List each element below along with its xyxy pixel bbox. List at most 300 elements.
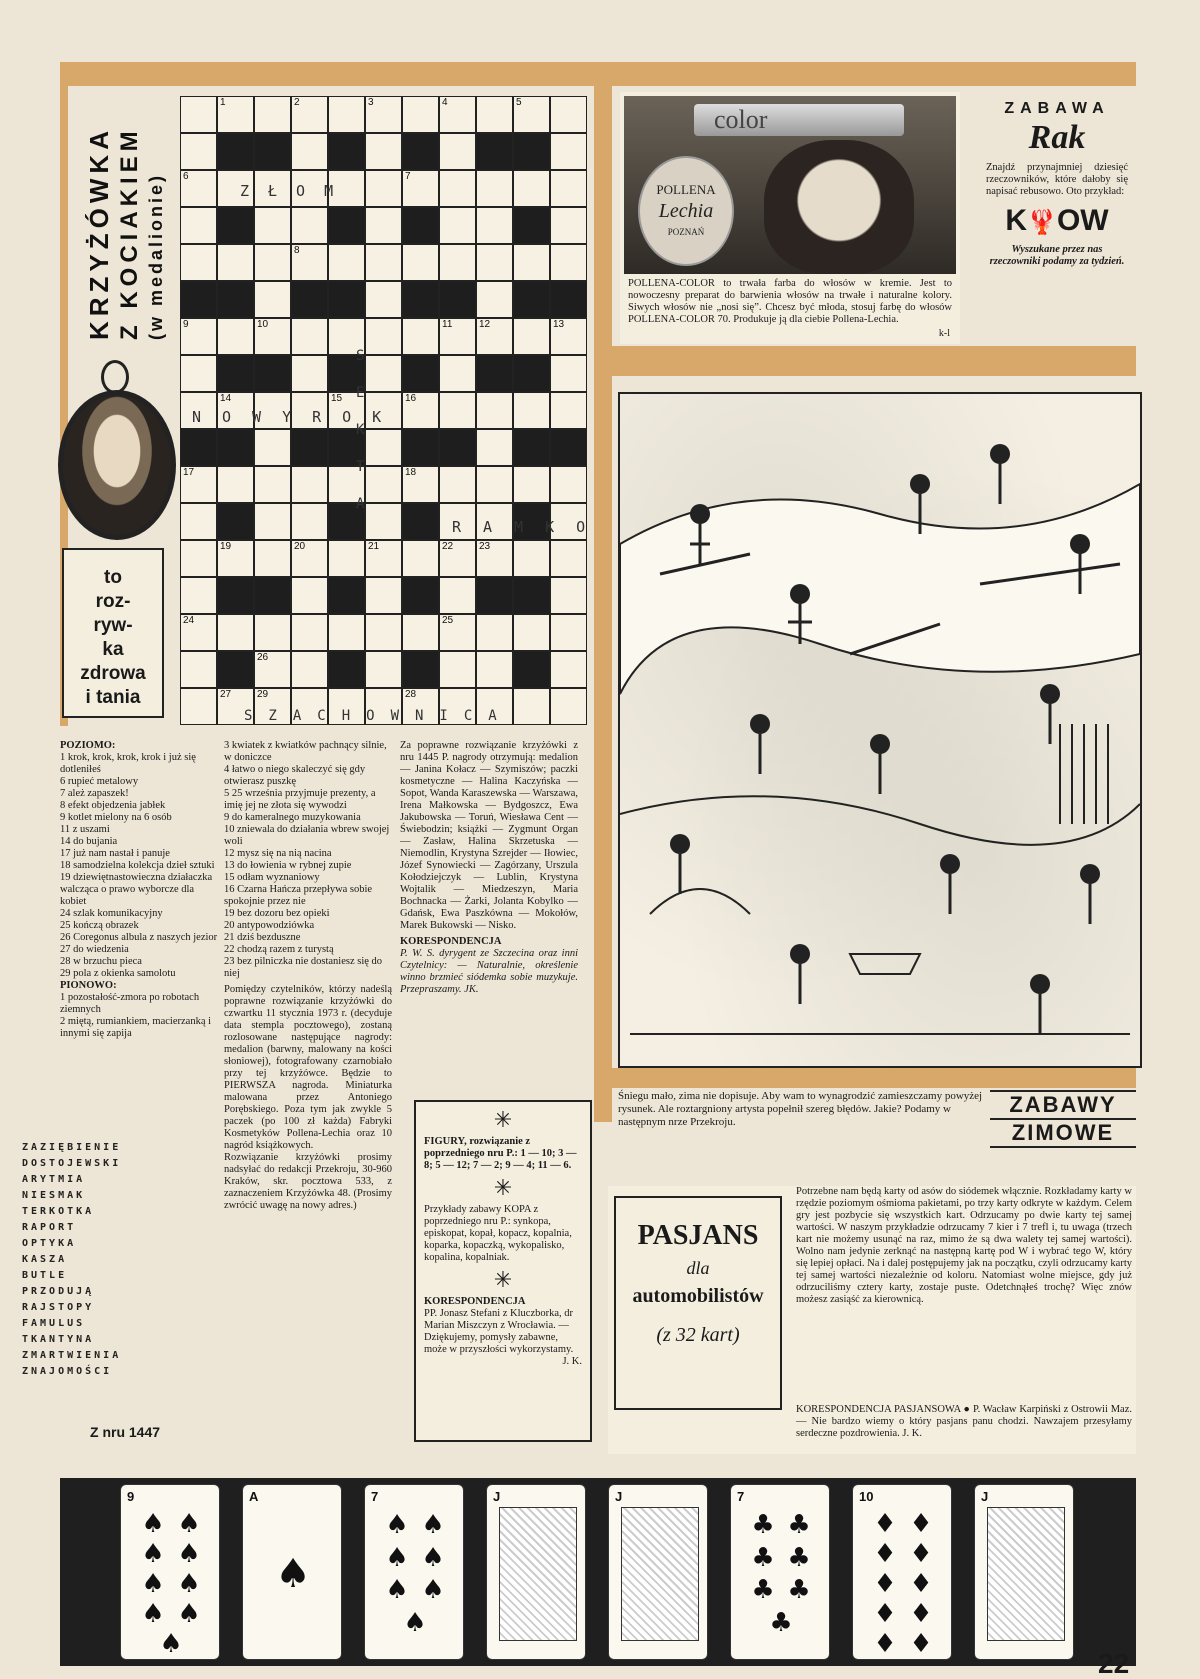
crossword-cell[interactable] xyxy=(550,688,587,725)
ad-code: k-l xyxy=(938,328,950,339)
crossword-cell[interactable] xyxy=(291,503,328,540)
cards-container xyxy=(60,1478,1136,1666)
crossword-number: 20 xyxy=(294,541,306,552)
playing-card xyxy=(974,1484,1074,1660)
clue-item: 10 zniewala do działania wbrew swojej woli xyxy=(224,824,390,847)
prev-grid-row: ARYTMIA xyxy=(22,1174,86,1185)
crossword-cell[interactable] xyxy=(402,244,439,281)
clue-item: 29 pola z okienka samolotu xyxy=(60,968,176,979)
playing-card xyxy=(120,1484,220,1660)
crossword-number: 14 xyxy=(220,393,232,404)
mid-corr-text: PP. Jonasz Stefani z Kluczborka, dr Marian Miszczyn z Wrocławia. — Dziękujemy, pomysły zabawne, może w przyszłości wykorzystamy. xyxy=(424,1308,574,1355)
clue-item: 27 do wiedzenia xyxy=(60,944,129,955)
clue-item: 17 już nam nastał i panuje xyxy=(60,848,170,859)
crossword-cell[interactable] xyxy=(365,318,402,355)
pollena-logo xyxy=(638,156,734,266)
crossword-black-cell xyxy=(328,577,365,614)
crossword-black-cell xyxy=(402,651,439,688)
kopa-text: Przykłady zabawy KOPA z poprzedniego nru P.: synkopa, episkopat, kopał, kopacz, kopalnia, koparka, kopaczką, wykopalisko, kopalina, kopalniak. xyxy=(424,1204,572,1263)
slogan-line: ka xyxy=(102,639,124,660)
crossword-cell[interactable] xyxy=(439,170,476,207)
crossword-cell[interactable] xyxy=(254,281,291,318)
crossword-cell[interactable] xyxy=(439,355,476,392)
pasjans-sub3: (z 32 kart) xyxy=(656,1324,740,1346)
crossword-cell[interactable] xyxy=(550,466,587,503)
clues-col-1 xyxy=(60,740,220,1040)
crossword-cell[interactable] xyxy=(439,392,476,429)
title-line3: (w medalionie) xyxy=(146,172,166,340)
crossword-cell[interactable] xyxy=(550,355,587,392)
title-line2: Z KOCIAKIEM xyxy=(116,126,143,340)
mid-column-box xyxy=(414,1100,592,1442)
playing-card xyxy=(730,1484,830,1660)
crossword-cell[interactable] xyxy=(254,429,291,466)
crossword-cell[interactable] xyxy=(365,466,402,503)
crossword-number: 4 xyxy=(442,97,448,108)
crossword-number: 9 xyxy=(183,319,189,330)
zabawy-title2: ZIMOWE xyxy=(990,1120,1136,1148)
pionowo-list-b xyxy=(224,740,392,980)
results-text: Pomiędzy czytelników, którzy nadeślą poprawne rozwiązanie krzyżówki do czwartku 11 stycznia 1973 r. (decyduje data stempla pocztowego), zostaną rozlosowane następujące nagrody: medalion (barwny, malowany na kości słoniowej), fotografowany czarnobiało przy tej krzyżówce. Będzie to PIERWSZA nagroda. Miniaturka malowana przez Antoniego Porębskiego. Poza tym jak zwykle 5 paczek (po 100 zł każda) Fabryki Kosmetyków Pollena-Lechia oraz 10 nagród książkowych. xyxy=(224,984,392,1151)
crossword-cell[interactable] xyxy=(439,651,476,688)
crossword-cell[interactable] xyxy=(402,540,439,577)
zabawa-title: Rak xyxy=(1028,119,1086,156)
crossword-black-cell xyxy=(402,133,439,170)
crossword-cell[interactable] xyxy=(180,651,217,688)
slogan-line: roz- xyxy=(95,591,131,612)
card-rank: 7 xyxy=(371,1489,379,1504)
crossword-black-cell xyxy=(476,355,513,392)
crossword-cell[interactable] xyxy=(180,577,217,614)
crossword-cell[interactable] xyxy=(365,133,402,170)
crossword-cell[interactable] xyxy=(476,614,513,651)
crossword-cell[interactable] xyxy=(513,466,550,503)
pasjans-text: Potrzebne nam będą karty od asów do siódemek włącznie. Rozkładamy karty w rzędzie poziomym ośmioma pakietami, po trzy karty odkryte w każdym. Celem gry jest pozbycie się wszystkich kart. Odrzucamy po dwie karty tej samej wartości. W naszym przykładzie odrzucamy 7 kier i 7 trefl i, tu uwaga (trzech kart nie możemy usunąć na raz, mimo że są dwa walety tej samej wartości). Wolno nam jedynie zerknąć na następną kartę pod W i wybrać tego W, który się lepiej opłaci. Na i dalej postępujemy jak na początku, czyli odrzucamy karty tej samej wartości niezależnie od koloru. Natomiast wolne miejsce, gdy już odrzuciliśmy cztery karty, zostaje puste. Odetchnąłeś trochę? Więc znów możesz zasiąść za kierownicą. xyxy=(796,1186,1132,1305)
medallion xyxy=(54,360,174,535)
suit-pip-icon: ♠ xyxy=(177,1569,201,1599)
divider-band-2 xyxy=(594,346,1136,376)
crossword-number: 12 xyxy=(479,319,491,330)
logo-line3: POZNAŃ xyxy=(667,227,705,237)
prev-grid-row: KASZA xyxy=(22,1254,68,1265)
card-rank: J xyxy=(981,1489,989,1504)
playing-card xyxy=(486,1484,586,1660)
clue-item: 14 do bujania xyxy=(60,836,118,847)
suit-pip-icon: ♠ xyxy=(421,1575,445,1606)
suit-pip-icon: ♣ xyxy=(751,1510,775,1541)
medallion-portrait xyxy=(58,390,176,540)
crossword-cell[interactable] xyxy=(328,540,365,577)
crossword-number: 5 xyxy=(516,97,522,108)
crossword-black-cell xyxy=(513,651,550,688)
prev-grid-row: TERKOTKA xyxy=(22,1206,95,1217)
winners-text: Za poprawne rozwiązanie krzyżówki z nru 1445 P. nagrody otrzymują: medalion — Janina Kołacz — Szymiszów; paczki kosmetyczne — Halina Kaczyńska — Sopot, Wanda Karaszewska — Warszawa, Irena Małkowska — Bydgoszcz, Ewa Jakubowska — Toruń, Wiesława Cent — Świebodzin; książki — Zygmunt Organ — Zasław, Halina Skrzetuska — Niemodlin, Krystyna Szrejder — Iłowiec, Józef Synowiecki — Zagórzany, Urszula Kołodziejczyk — Lublin, Krystyna Wojtalik — Miedzeszyn, Maria Bochnacka — Żarki, Jolanta Kobylko — Gdańsk, Ewa Paszkówna — Mokołów, Marek Bukowski — Nisko. xyxy=(400,740,578,931)
suit-pip-icon: ♠ xyxy=(385,1510,409,1541)
crossword-black-cell xyxy=(476,577,513,614)
crossword-cell[interactable] xyxy=(513,614,550,651)
crossword-number: 2 xyxy=(294,97,300,108)
crossword-black-cell xyxy=(217,281,254,318)
crossword-black-cell xyxy=(328,133,365,170)
crossword-black-cell xyxy=(402,503,439,540)
crossword-cell[interactable] xyxy=(180,207,217,244)
suit-pip-icon: ♠ xyxy=(385,1575,409,1606)
prev-grid-row: TKANTYNA xyxy=(22,1334,95,1345)
clue-item: 9 kotlet mielony na 6 osób xyxy=(60,812,172,823)
suit-pip-icon: ♦ xyxy=(873,1629,897,1659)
suit-pip-icon: ♠ xyxy=(141,1509,165,1539)
crossword-cell[interactable] xyxy=(476,429,513,466)
crossword-black-cell xyxy=(513,207,550,244)
crossword-cell[interactable] xyxy=(365,614,402,651)
crossword-number: 26 xyxy=(257,652,269,663)
prev-grid-row: DOSTOJEWSKI xyxy=(22,1158,122,1169)
ad-photo xyxy=(624,96,956,274)
winter-drawing xyxy=(618,392,1142,1068)
crossword-cell[interactable] xyxy=(254,503,291,540)
crossword-cell[interactable] xyxy=(291,207,328,244)
prev-grid-row: NIESMAK xyxy=(22,1190,86,1201)
playing-card xyxy=(364,1484,464,1660)
crossword-cell[interactable] xyxy=(180,688,217,725)
crossword-number: 19 xyxy=(220,541,232,552)
crossword-number: 8 xyxy=(294,245,300,256)
slogan-line: i tania xyxy=(85,687,141,708)
corr-text: P. W. S. dyrygent ze Szczecina oraz inni Czytelnicy: — Naturalnie, określenie winno brzmieć siódemka sobie muzykuje. Przepraszamy. JK. xyxy=(400,948,578,995)
crossword-cell[interactable] xyxy=(328,96,365,133)
suit-pip-icon: ♣ xyxy=(769,1607,793,1638)
send-text: Rozwiązanie krzyżówki prosimy nadsyłać do redakcji Przekroju, 30-960 Kraków, skr. pocztowa 533, z zaznaczeniem Krzyżówka 48. (Prosimy zwrócić uwagę na nowy adres.) xyxy=(224,1152,392,1211)
crossword-cell[interactable] xyxy=(550,244,587,281)
crossword-cell[interactable] xyxy=(513,540,550,577)
logo-line1: POLLENA xyxy=(656,182,716,197)
previous-solution-grid xyxy=(22,1140,217,1400)
clue-item: 21 dziś bezduszne xyxy=(224,932,301,943)
crossword-cell[interactable] xyxy=(476,651,513,688)
clue-item: 6 rupieć metalowy xyxy=(60,776,139,787)
crossword-cell[interactable] xyxy=(402,614,439,651)
figury-text: FIGURY, rozwiązanie z poprzedniego nru P.: 1 — 10; 3 — 8; 5 — 12; 7 — 2; 9 — 4; 11 — 6. xyxy=(424,1136,577,1171)
winter-scene-svg xyxy=(620,394,1140,1066)
clue-item: 18 samodzielna kolekcja dzieł sztuki xyxy=(60,860,215,871)
crossword-black-cell xyxy=(513,577,550,614)
crossword-number: 21 xyxy=(368,541,380,552)
crossword-number: 6 xyxy=(183,171,189,182)
crossword-cell[interactable] xyxy=(291,355,328,392)
crossword-cell[interactable] xyxy=(291,577,328,614)
crossword-black-cell xyxy=(402,207,439,244)
prev-grid-row: OPTYKA xyxy=(22,1238,77,1249)
clue-item: 24 szlak komunikacyjny xyxy=(60,908,163,919)
crossword-cell[interactable] xyxy=(513,244,550,281)
crossword-number: 10 xyxy=(257,319,269,330)
crossword-number: 25 xyxy=(442,615,454,626)
crossword-black-cell xyxy=(217,133,254,170)
star-icon: ✳ xyxy=(493,1175,513,1200)
crossword-cell[interactable] xyxy=(550,170,587,207)
crossword-cell[interactable] xyxy=(476,244,513,281)
crossword-cell[interactable] xyxy=(550,651,587,688)
ad-text: POLLENA-COLOR to trwała farba do włosów w kremie. Jest to nowoczesny preparat do barwienia włosów na trwałe i naturalne kolory. Siwych włosów nie „nosi się”. Chcesz być młoda, stosuj farbę do włosów POLLENA-COLOR 70. Produkuje ją dla ciebie Pollena-Lechia. xyxy=(628,278,952,325)
suit-pip-icon: ♦ xyxy=(909,1509,933,1539)
suit-pip-icon: ♦ xyxy=(873,1569,897,1599)
crossword-number: 28 xyxy=(405,689,417,700)
suit-pip-icon: ♣ xyxy=(751,1575,775,1606)
pasjans-title: PASJANS xyxy=(637,1220,759,1251)
clue-item: 8 efekt objedzenia jabłek xyxy=(60,800,166,811)
suit-pip-icon: ♠ xyxy=(141,1599,165,1629)
mid-corr-head: KORESPONDENCJA xyxy=(424,1296,526,1307)
slogan-line: zdrowa xyxy=(80,663,146,684)
playing-card xyxy=(852,1484,952,1660)
crossword-cell[interactable] xyxy=(550,392,587,429)
crossword-cell[interactable] xyxy=(291,651,328,688)
crossword-cell[interactable] xyxy=(550,207,587,244)
court-card-face xyxy=(499,1507,577,1641)
crossword-cell[interactable] xyxy=(365,355,402,392)
crossword-cell[interactable] xyxy=(254,96,291,133)
prev-grid-row: ZNAJOMOŚCI xyxy=(22,1366,113,1377)
crossword-cell[interactable] xyxy=(476,392,513,429)
crossword-cell[interactable] xyxy=(550,540,587,577)
crossword-cell[interactable] xyxy=(180,355,217,392)
court-card-face xyxy=(987,1507,1065,1641)
crossword-cell[interactable] xyxy=(550,577,587,614)
prev-grid-row: PRZODUJĄ xyxy=(22,1286,95,1297)
crossword-number: 13 xyxy=(553,319,565,330)
zabawa-footer: Wyszukane przez nas rzeczowniki podamy za tydzień. xyxy=(989,244,1125,267)
card-rank: 7 xyxy=(737,1489,745,1504)
crossword-cell[interactable] xyxy=(365,577,402,614)
crossword-cell[interactable] xyxy=(180,503,217,540)
crossword-black-cell xyxy=(439,281,476,318)
mid-sign: J. K. xyxy=(562,1356,582,1367)
crossword-cell[interactable] xyxy=(365,651,402,688)
suit-pip-icon: ♦ xyxy=(909,1539,933,1569)
crossword-cell[interactable] xyxy=(217,614,254,651)
crossword-cell[interactable] xyxy=(217,244,254,281)
crossword-cell[interactable] xyxy=(439,466,476,503)
zabawa-heading: ZABAWA xyxy=(1004,100,1110,117)
crossword-cell[interactable] xyxy=(550,133,587,170)
crossword-black-cell xyxy=(217,577,254,614)
crossword-black-cell xyxy=(402,429,439,466)
crossword-cell[interactable] xyxy=(550,96,587,133)
crossword-cell[interactable] xyxy=(476,207,513,244)
crossword-cell[interactable] xyxy=(550,614,587,651)
crossword-cell[interactable] xyxy=(291,614,328,651)
crossword-number: 16 xyxy=(405,393,417,404)
crossword-cell[interactable] xyxy=(180,133,217,170)
crossword-black-cell xyxy=(217,503,254,540)
crossword-cell[interactable] xyxy=(476,96,513,133)
clues-col-3 xyxy=(400,740,578,1100)
crossword-cell[interactable] xyxy=(513,392,550,429)
boxed-slogan xyxy=(62,548,164,718)
crossword-cell[interactable] xyxy=(365,244,402,281)
suit-pip-icon: ♠ xyxy=(141,1539,165,1569)
suit-pip-icon: ♣ xyxy=(787,1510,811,1541)
crossword-cell[interactable] xyxy=(365,429,402,466)
crossword-cell[interactable] xyxy=(217,466,254,503)
crossword-cell[interactable] xyxy=(402,318,439,355)
crossword-black-cell xyxy=(328,207,365,244)
crossword-cell[interactable] xyxy=(513,318,550,355)
crossword-black-cell xyxy=(291,429,328,466)
clue-item: 19 dziewiętnastowieczna działaczka walcząca o prawo wyborcze dla kobiet xyxy=(60,872,213,907)
corr-head: KORESPONDENCJA xyxy=(400,936,502,947)
suit-pip-icon: ♣ xyxy=(787,1575,811,1606)
crossword-black-cell xyxy=(402,355,439,392)
crossword-cell[interactable] xyxy=(254,466,291,503)
crossword-black-cell xyxy=(328,651,365,688)
clue-item: 28 w brzuchu pieca xyxy=(60,956,142,967)
crossword-cell[interactable] xyxy=(180,96,217,133)
entry-szachownica: SZACHOWNICA xyxy=(244,708,513,724)
clue-item: 25 kończą obrazek xyxy=(60,920,139,931)
top-band xyxy=(60,62,1136,86)
crossword-number: 15 xyxy=(331,393,343,404)
crossword-black-cell xyxy=(254,577,291,614)
slogan-line: to xyxy=(104,567,122,588)
crossword-cell[interactable] xyxy=(365,207,402,244)
crossword-cell[interactable] xyxy=(476,170,513,207)
title-line1: KRZYŻÓWKA xyxy=(84,126,114,340)
crossword-cell[interactable] xyxy=(439,577,476,614)
crossword-black-cell xyxy=(402,577,439,614)
card-rank: J xyxy=(493,1489,501,1504)
slogan-line: ryw- xyxy=(93,615,133,636)
crossword-cell[interactable] xyxy=(291,466,328,503)
crossword-number: 1 xyxy=(220,97,226,108)
model-face xyxy=(764,140,914,274)
suit-pip-icon: ♦ xyxy=(873,1509,897,1539)
suit-pip-icon: ♠ xyxy=(421,1510,445,1541)
crossword-cell[interactable] xyxy=(439,133,476,170)
clue-item: 22 chodzą razem z turystą xyxy=(224,944,334,955)
suit-pip-icon: ♠ xyxy=(141,1569,165,1599)
crossword-cell[interactable] xyxy=(439,207,476,244)
crossword-cell[interactable] xyxy=(291,318,328,355)
logo-line2: Lechia xyxy=(658,200,714,222)
rebus xyxy=(978,202,1136,242)
suit-pip-icon: ♦ xyxy=(909,1599,933,1629)
crossword-cell[interactable] xyxy=(217,318,254,355)
entry-ramko: RAMKO xyxy=(452,518,608,536)
card-rank: 10 xyxy=(859,1489,874,1504)
zabawa-text: Znajdź przynajmniej dziesięć rzeczowników, które dałoby się napisać rebusowo. Oto przykład: xyxy=(986,162,1128,197)
crossword-cell[interactable] xyxy=(180,244,217,281)
pollena-ad xyxy=(620,92,960,344)
crossword-black-cell xyxy=(328,281,365,318)
suit-pip-icon: ♦ xyxy=(909,1629,933,1659)
prev-grid-row: RAPORT xyxy=(22,1222,77,1233)
crossword-cell[interactable] xyxy=(254,207,291,244)
crossword-cell[interactable] xyxy=(365,170,402,207)
card-rank: A xyxy=(249,1489,259,1504)
crossword-black-cell xyxy=(513,281,550,318)
crossword-cell[interactable] xyxy=(180,540,217,577)
clue-item: 23 bez pilniczka nie dostaniesz się do niej xyxy=(224,956,383,979)
suit-pip-icon: ♠ xyxy=(403,1607,427,1638)
pasjans-title-box xyxy=(614,1196,782,1410)
crossword-black-cell xyxy=(550,281,587,318)
prev-grid-row: ZAZIĘBIENIE xyxy=(22,1142,122,1153)
prev-grid-row: BUTLE xyxy=(22,1270,68,1281)
poziomo-list xyxy=(60,752,220,980)
crossword-cell[interactable] xyxy=(254,244,291,281)
crossword-black-cell xyxy=(254,355,291,392)
playing-card xyxy=(242,1484,342,1660)
crossword-cell[interactable] xyxy=(328,614,365,651)
crossword-cell[interactable] xyxy=(365,503,402,540)
divider-band-3 xyxy=(594,1068,1136,1088)
crossword-cell[interactable] xyxy=(513,170,550,207)
pasjans-sub2: automobilistów xyxy=(632,1285,764,1307)
playing-card xyxy=(608,1484,708,1660)
poziomo-heading: POZIOMO: xyxy=(60,740,116,751)
zabawy-zimowe xyxy=(990,1090,1136,1148)
clue-item: 19 bez dozoru bez opieki xyxy=(224,908,330,919)
crossword-number: 3 xyxy=(368,97,374,108)
pionowo-heading: PIONOWO: xyxy=(60,980,117,991)
pasjans-corr: KORESPONDENCJA PASJANSOWA ● P. Wacław Karpiński z Ostrowii Maz. — Nie bardzo wiemy o który pasjans panu chodzi. Nawzajem przesyłamy serdeczne pozdrowienia. J. K. xyxy=(796,1404,1132,1439)
crossword-cell[interactable] xyxy=(365,281,402,318)
crossword-black-cell xyxy=(180,281,217,318)
crossword-black-cell xyxy=(217,355,254,392)
suit-pip-icon: ♠ xyxy=(177,1539,201,1569)
crossword-number: 23 xyxy=(479,541,491,552)
star-icon: ✳ xyxy=(493,1107,513,1132)
crossword-black-cell xyxy=(254,133,291,170)
crossword-cell[interactable] xyxy=(328,244,365,281)
crossword-black-cell xyxy=(550,429,587,466)
clue-item: 5 25 września przyjmuje prezenty, a imię jej ne złota się wywodzi xyxy=(224,788,376,811)
crayfish-icon: 🦞 xyxy=(1027,209,1057,236)
crossword-cell[interactable] xyxy=(476,466,513,503)
crossword-cell[interactable] xyxy=(402,96,439,133)
prev-grid-row: FAMULUS xyxy=(22,1318,86,1329)
crossword-number: 7 xyxy=(405,171,411,182)
clue-item: 12 mysz się na nią nacina xyxy=(224,848,332,859)
prev-grid-rows xyxy=(22,1140,217,1380)
crossword-cell[interactable] xyxy=(513,688,550,725)
crossword-number: 22 xyxy=(442,541,454,552)
medallion-loop xyxy=(101,360,129,394)
crossword-cell[interactable] xyxy=(439,244,476,281)
crossword-cell[interactable] xyxy=(476,281,513,318)
crossword-black-cell xyxy=(513,133,550,170)
suit-pip-icon: ♠ xyxy=(177,1509,201,1539)
prev-grid-row: ZMARTWIENIA xyxy=(22,1350,122,1361)
clue-item: 16 Czarna Hańcza przepływa sobie spokojnie przez nie xyxy=(224,884,373,907)
crossword-cell[interactable] xyxy=(254,540,291,577)
crossword-cell[interactable] xyxy=(291,133,328,170)
crossword-black-cell xyxy=(217,429,254,466)
suit-pip-icon: ♦ xyxy=(873,1539,897,1569)
clue-item: 11 z uszami xyxy=(60,824,110,835)
clue-item: 3 kwiatek z kwiatków pachnący silnie, w doniczce xyxy=(224,740,387,763)
entry-nowyrok: NOWYROK xyxy=(192,408,403,426)
entry-sekta: SEKTA xyxy=(356,348,365,512)
clue-item: 9 do kameralnego muzykowania xyxy=(224,812,361,823)
star-icon: ✳ xyxy=(493,1267,513,1292)
suit-pip-icon: ♣ xyxy=(751,1542,775,1573)
pasjans-sub1: dla xyxy=(686,1258,710,1278)
crossword-cell[interactable] xyxy=(254,614,291,651)
entry-zlom: ZŁOM xyxy=(240,182,353,200)
crossword-number: 11 xyxy=(442,319,453,330)
